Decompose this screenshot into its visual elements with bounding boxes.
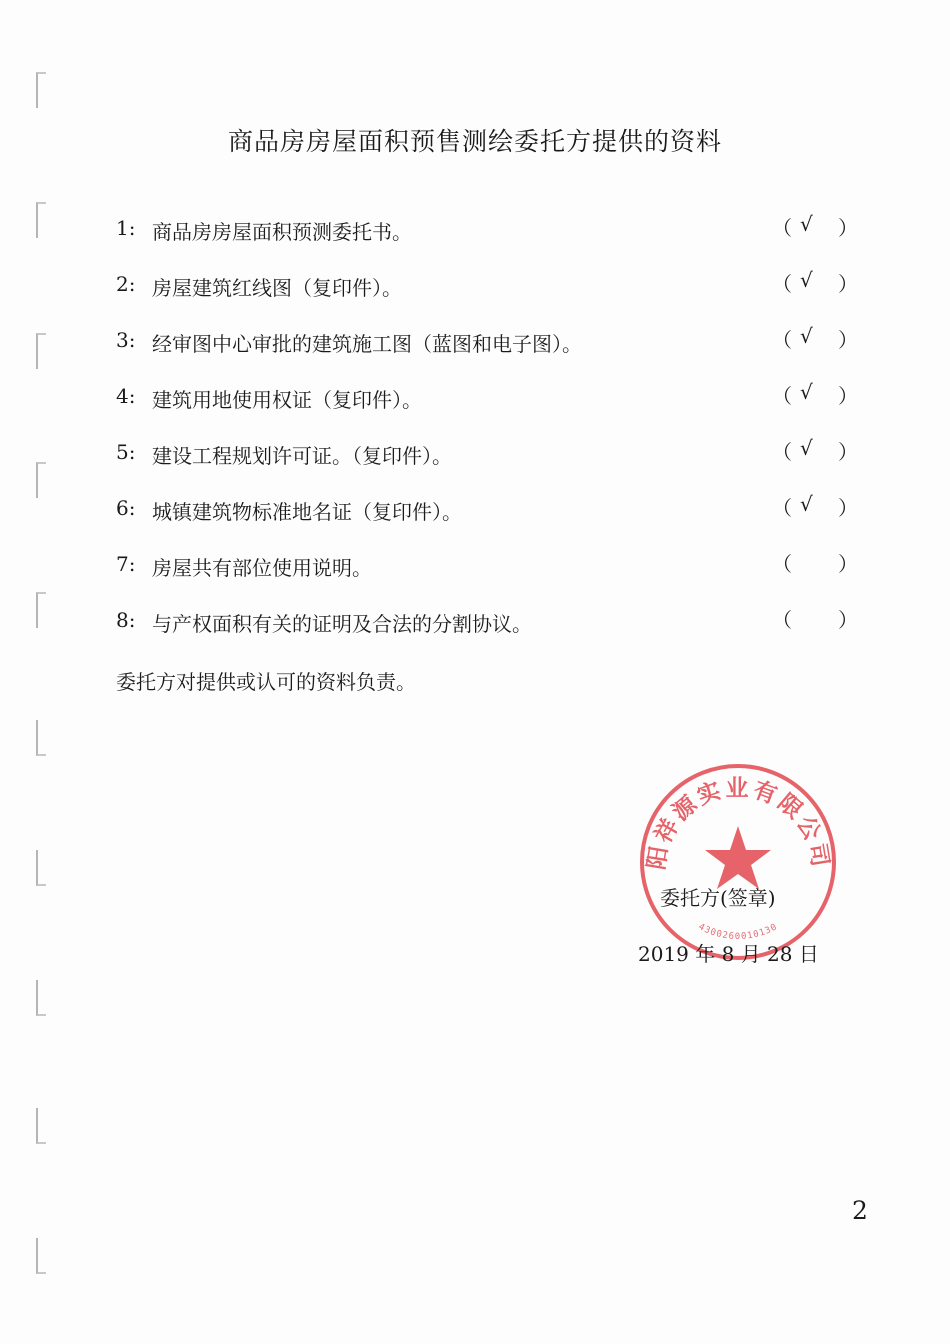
paren-close: ） (838, 496, 858, 520)
check-box (772, 380, 858, 410)
paren-close: ） (838, 272, 858, 296)
seal-code: 4300260010130 (696, 922, 780, 942)
list-item (116, 436, 856, 470)
responsibility-note: 委托方对提供或认可的资料负责。 (116, 670, 416, 694)
check-mark-icon: √ (800, 324, 813, 348)
item-text: 与产权面积有关的证明及合法的分割协议。 (152, 612, 532, 636)
item-text: 商品房房屋面积预测委托书。 (152, 220, 412, 244)
check-box (772, 548, 858, 578)
binding-mark (36, 462, 46, 498)
item-number: 5: (116, 440, 136, 464)
item-number: 3: (116, 328, 136, 352)
paren-close: ） (838, 440, 858, 464)
paren-close: ） (838, 216, 858, 240)
paren-open: （ (772, 440, 792, 464)
binding-mark (36, 333, 46, 369)
list-item (116, 492, 856, 526)
paren-close: ） (838, 552, 858, 576)
binding-mark (36, 720, 46, 756)
check-mark-icon: √ (800, 268, 813, 292)
binding-mark (36, 592, 46, 628)
check-box (772, 604, 858, 634)
document-title: 商品房房屋面积预售测绘委托方提供的资料 (227, 127, 722, 156)
paren-open: （ (772, 216, 792, 240)
paren-close: ） (838, 608, 858, 632)
binding-mark (36, 1238, 46, 1274)
sign-date: 2019 年 8 月 28 日 (638, 942, 819, 966)
item-number: 7: (116, 552, 136, 576)
paren-close: ） (838, 384, 858, 408)
list-item (116, 324, 856, 358)
binding-mark (36, 850, 46, 886)
item-number: 1: (116, 216, 136, 240)
check-mark-icon: √ (800, 492, 813, 516)
binding-mark (36, 980, 46, 1016)
binding-mark (36, 1108, 46, 1144)
item-number: 8: (116, 608, 136, 632)
paren-open: （ (772, 272, 792, 296)
check-mark-icon: √ (800, 436, 813, 460)
item-number: 4: (116, 384, 136, 408)
paren-open: （ (772, 552, 792, 576)
item-number: 2: (116, 272, 136, 296)
list-item (116, 380, 856, 414)
list-item (116, 548, 856, 582)
item-number: 6: (116, 496, 136, 520)
check-box (772, 436, 858, 466)
item-text: 房屋建筑红线图（复印件）。 (152, 276, 402, 300)
list-item (116, 268, 856, 302)
item-text: 经审图中心审批的建筑施工图（蓝图和电子图）。 (152, 332, 582, 356)
paren-open: （ (772, 384, 792, 408)
item-text: 房屋共有部位使用说明。 (152, 556, 372, 580)
paren-close: ） (838, 328, 858, 352)
paren-open: （ (772, 328, 792, 352)
seal-text: 阳祥源实业有限公司 (642, 774, 835, 872)
check-box (772, 324, 858, 354)
paren-open: （ (772, 608, 792, 632)
check-mark-icon: √ (800, 212, 813, 236)
item-text: 建设工程规划许可证。（复印件）。 (152, 444, 452, 468)
check-box (772, 212, 858, 242)
company-seal-icon (636, 760, 840, 964)
binding-mark (36, 202, 46, 238)
signer-label: 委托方(签章) (660, 886, 776, 910)
check-box (772, 268, 858, 298)
page-number: 2 (852, 1196, 868, 1225)
binding-mark (36, 72, 46, 108)
item-text: 建筑用地使用权证（复印件）。 (152, 388, 422, 412)
paren-open: （ (772, 496, 792, 520)
list-item (116, 604, 856, 638)
item-text: 城镇建筑物标准地名证（复印件）。 (152, 500, 462, 524)
check-box (772, 492, 858, 522)
check-mark-icon: √ (800, 380, 813, 404)
list-item (116, 212, 856, 246)
